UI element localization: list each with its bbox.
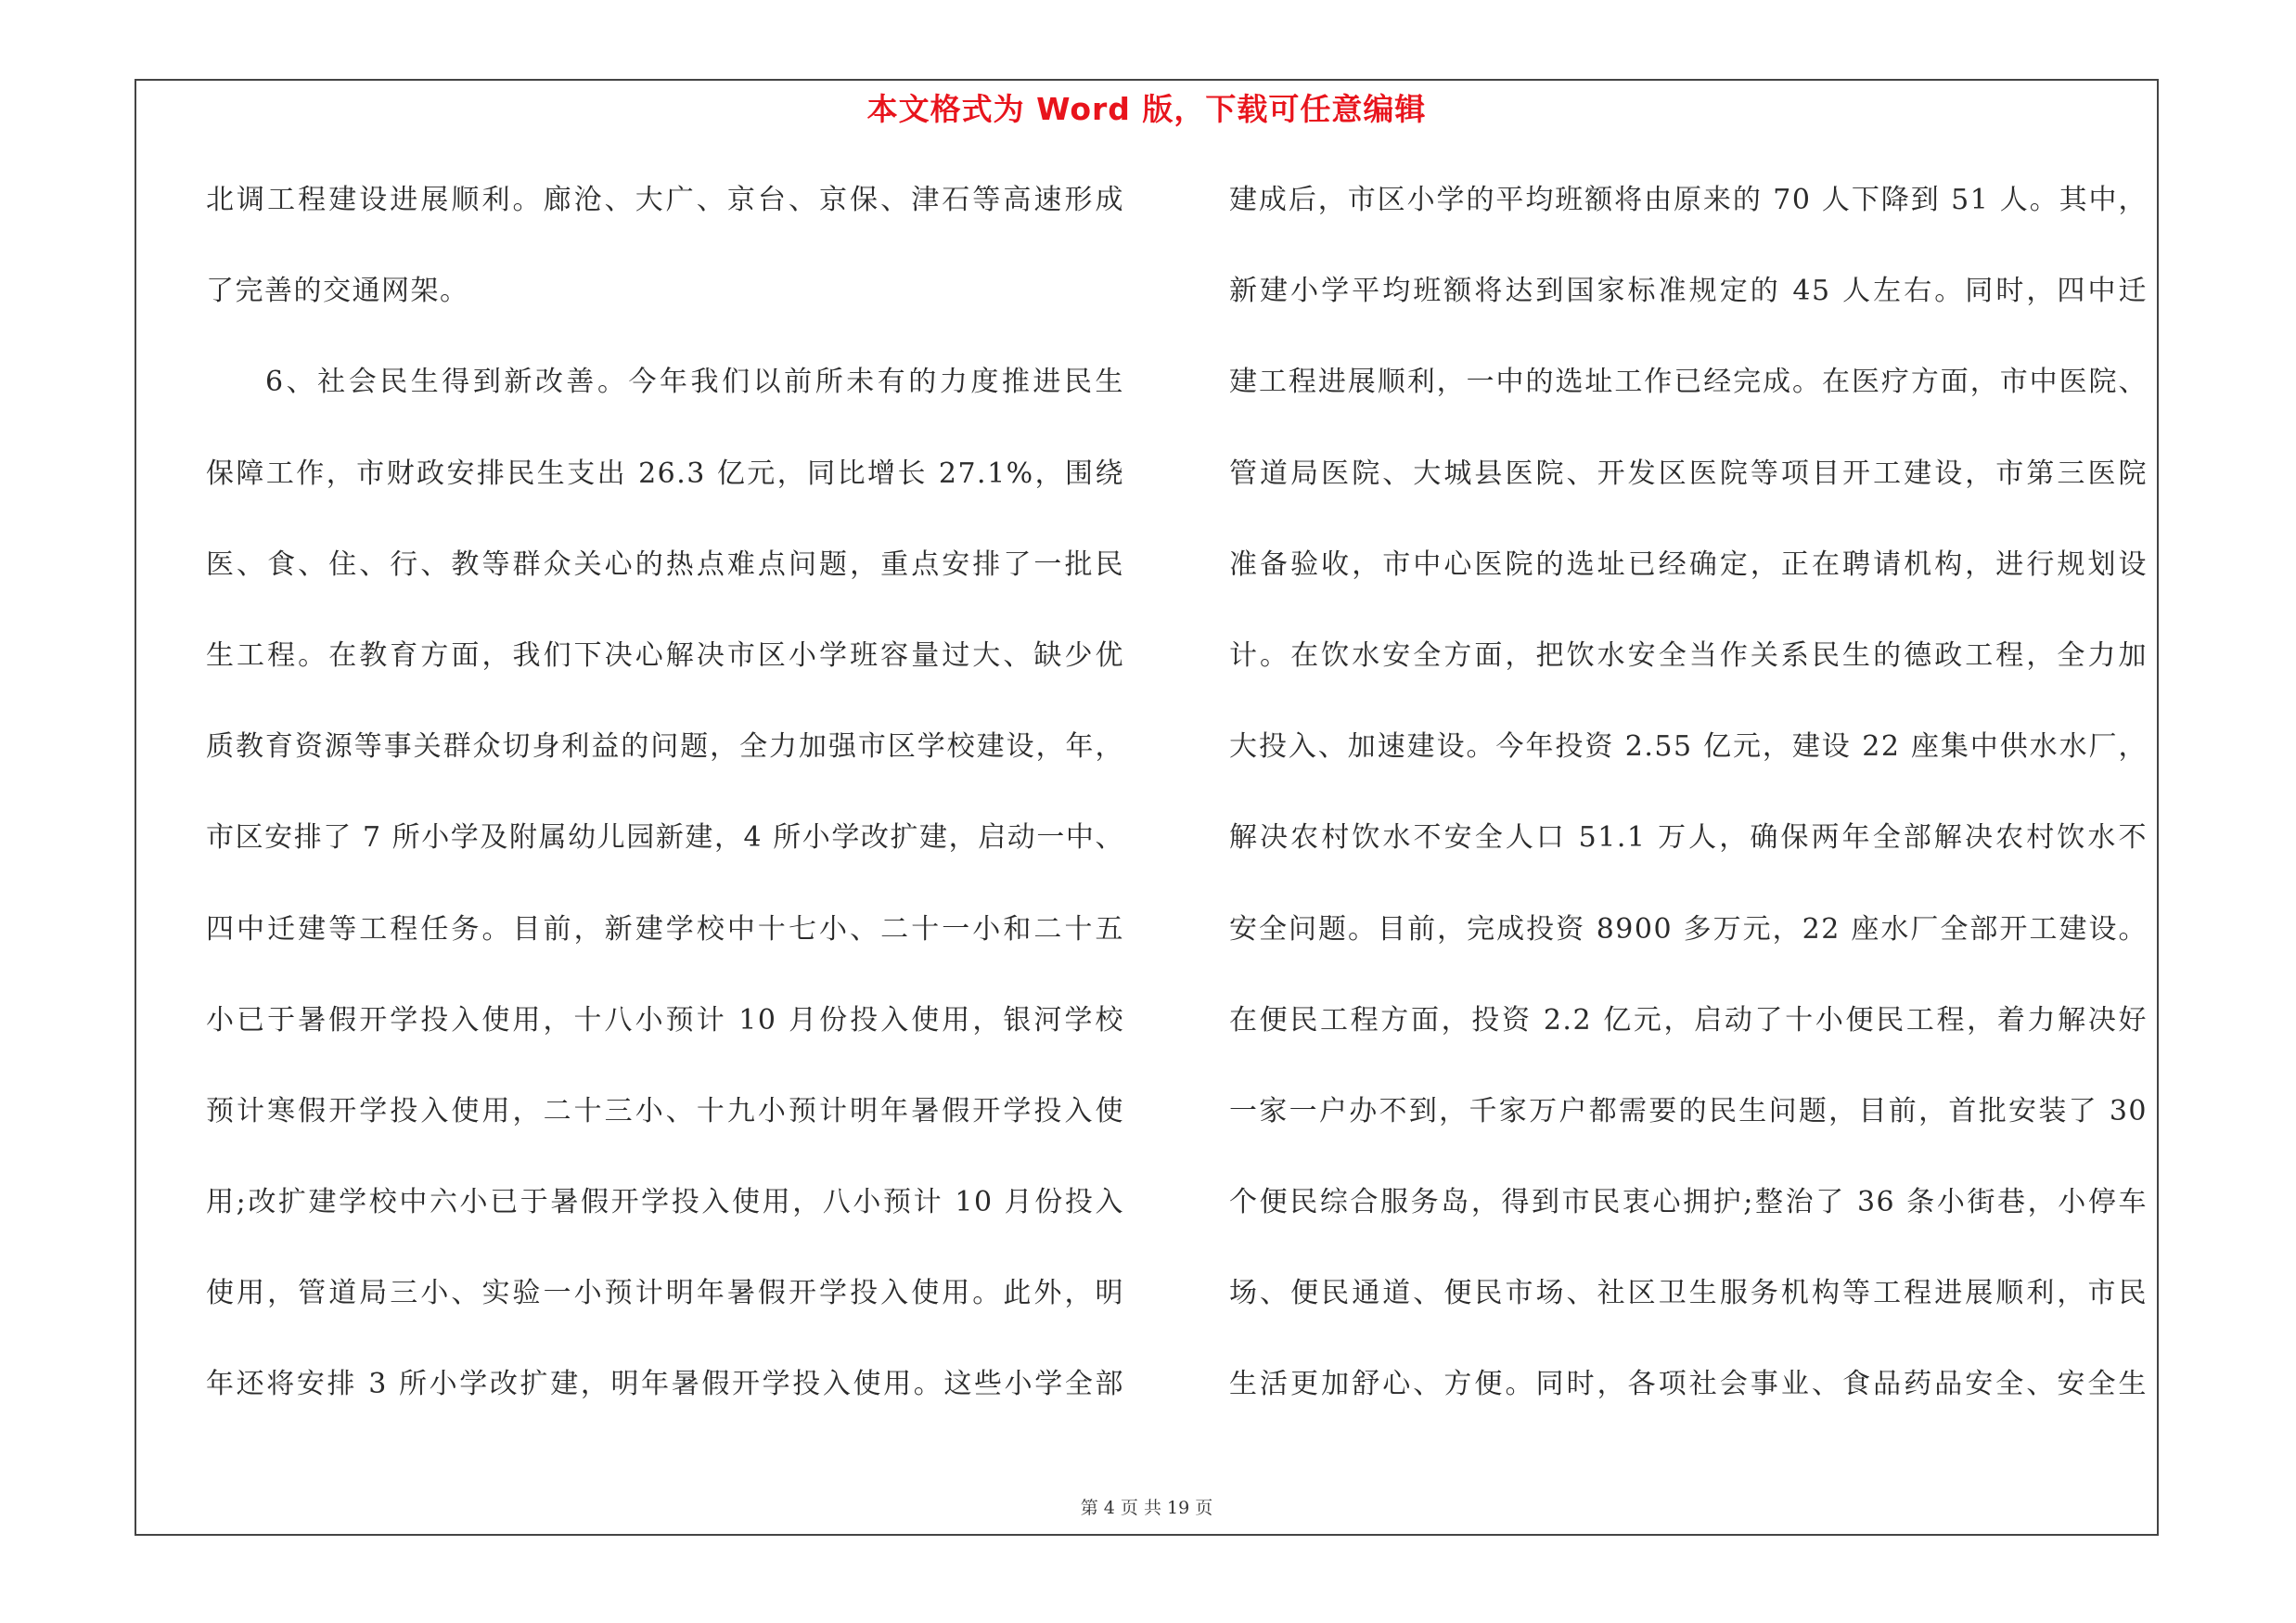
text-line: 北调工程建设进展顺利。廊沧、大广、京台、京保、津石等高速形成 [206,184,1124,216]
text-line: 管道局医院、大城县医院、开发区医院等项目开工建设，市第三医院 [1229,457,2148,490]
text-line: 场、便民通道、便民市场、社区卫生服务机构等工程进展顺利，市民 [1229,1277,2148,1310]
text-line: 质教育资源等事关群众切身利益的问题，全力加强市区学校建设，年， [206,730,1124,764]
text-line: 了完善的交通网架。 [206,275,469,308]
text-line: 准备验收，市中心医院的选址已经确定，正在聘请机构，进行规划设 [1229,547,2148,581]
page-number: 第 4 页 共 19 页 [1080,1498,1213,1518]
right-column [1229,182,2148,1458]
text-line: 市区安排了 7 所小学及附属幼儿园新建，4 所小学改扩建，启动一中、 [206,821,1124,855]
text-line: 保障工作，市财政安排民生支出 26.3 亿元，同比增长 27.1%，围绕 [206,457,1124,490]
text-line: 生工程。在教育方面，我们下决心解决市区小学班容量过大、缺少优 [206,638,1124,672]
text-line: 预计寒假开学投入使用，二十三小、十九小预计明年暑假开学投入使 [206,1094,1124,1127]
text-line: 6、社会民生得到新改善。今年我们以前所未有的力度推进民生 [265,366,1124,399]
text-line: 小已于暑假开学投入使用，十八小预计 10 月份投入使用，银河学校 [206,1003,1124,1037]
text-line: 使用，管道局三小、实验一小预计明年暑假开学投入使用。此外，明 [206,1277,1124,1310]
left-column [206,182,1124,1458]
text-line: 建成后，市区小学的平均班额将由原来的 70 人下降到 51 人。其中， [1229,184,2148,216]
text-line: 用;改扩建学校中六小已于暑假开学投入使用，八小预计 10 月份投入 [206,1186,1124,1219]
text-line: 医、食、住、行、教等群众关心的热点难点问题，重点安排了一批民 [206,547,1124,581]
text-line: 安全问题。目前，完成投资 8900 多万元，22 座水厂全部开工建设。 [1229,912,2148,946]
text-line: 建工程进展顺利，一中的选址工作已经完成。在医疗方面，市中医院、 [1229,366,2148,399]
text-line: 个便民综合服务岛，得到市民衷心拥护;整治了 36 条小街巷，小停车 [1229,1186,2148,1219]
text-line: 大投入、加速建设。今年投资 2.55 亿元，建设 22 座集中供水水厂， [1229,730,2148,764]
text-line: 生活更加舒心、方便。同时，各项社会事业、食品药品安全、安全生 [1229,1368,2148,1401]
text-line: 年还将安排 3 所小学改扩建，明年暑假开学投入使用。这些小学全部 [206,1368,1124,1401]
text-line: 新建小学平均班额将达到国家标准规定的 45 人左右。同时，四中迁 [1229,275,2148,308]
text-line: 一家一户办不到，千家万户都需要的民生问题，目前，首批安装了 30 [1229,1094,2148,1127]
text-line: 计。在饮水安全方面，把饮水安全当作关系民生的德政工程，全力加 [1229,638,2148,672]
text-line: 在便民工程方面，投资 2.2 亿元，启动了十小便民工程，着力解决好 [1229,1003,2148,1037]
text-line: 解决农村饮水不安全人口 51.1 万人，确保两年全部解决农村饮水不 [1229,821,2148,855]
text-line: 四中迁建等工程任务。目前，新建学校中十七小、二十一小和二十五 [206,912,1124,946]
format-banner: 本文格式为 Word 版，下载可任意编辑 [866,91,1427,127]
